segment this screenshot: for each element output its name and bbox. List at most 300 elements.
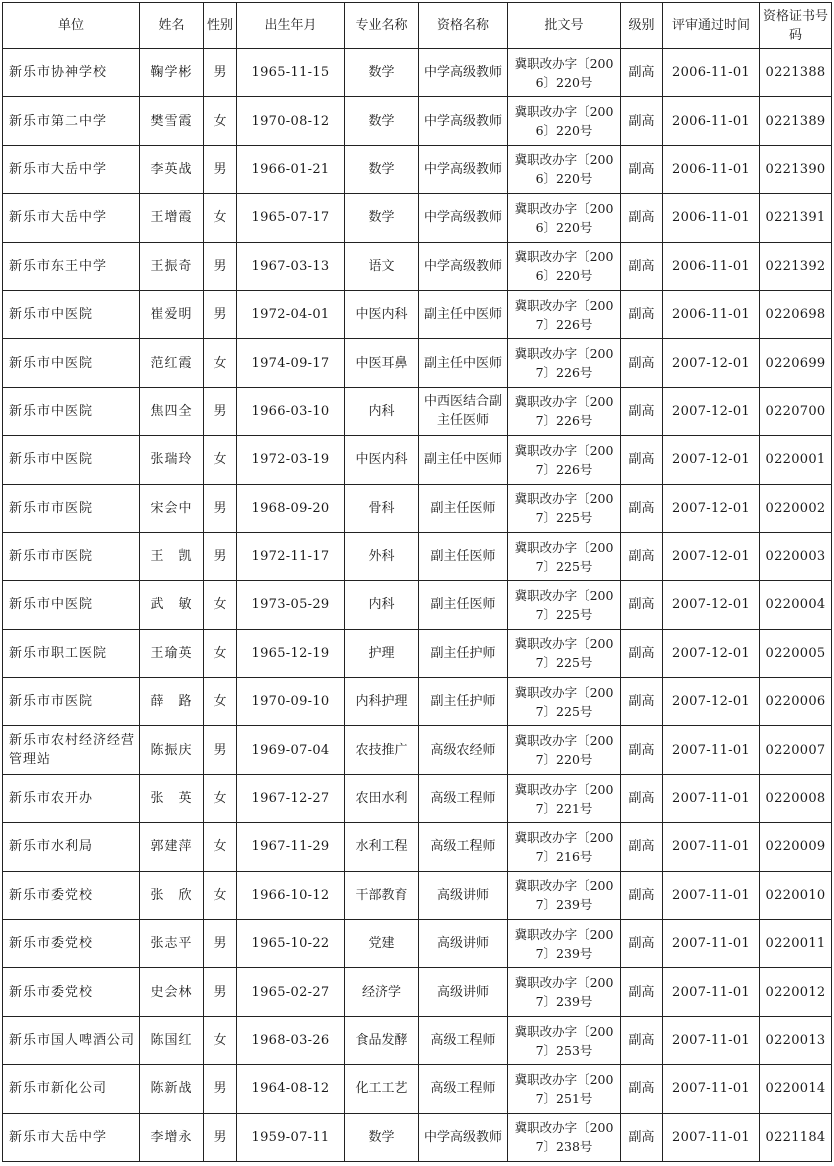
table-row (3, 920, 832, 968)
certificate-number-cell (760, 1065, 832, 1113)
certificate-number-cell (760, 145, 832, 193)
cell-text: 新乐市农村经济经营管理站 (9, 733, 136, 768)
cell-text: 2007-11-01 (672, 839, 750, 855)
cell-text: 副高 (628, 694, 655, 710)
cell-text: 副高 (628, 887, 655, 903)
approval-date-cell (663, 871, 760, 919)
birth-date-cell (237, 436, 345, 484)
cell-text: 副高 (628, 1033, 655, 1048)
gender-cell (204, 97, 237, 145)
column-header: 出生年月 (237, 3, 345, 49)
certificate-number-cell (760, 968, 832, 1016)
cell-text: 副主任护师 (430, 694, 496, 710)
document-number-cell (508, 871, 621, 919)
approval-date-cell (663, 387, 760, 435)
cell-text: 新乐市委党校 (9, 936, 94, 952)
unit-cell (3, 145, 140, 193)
qualification-cell (419, 1113, 508, 1161)
level-cell (621, 823, 663, 871)
name-cell (140, 774, 204, 822)
cell-text: 副高 (628, 597, 655, 613)
cell-text: 1967-12-27 (251, 791, 330, 807)
cell-text: 冀职改办字〔2007〕220号 (514, 733, 614, 768)
column-header: 资格名称 (419, 3, 508, 49)
table-row (3, 49, 832, 97)
approval-date-cell (663, 484, 760, 532)
level-cell (621, 436, 663, 484)
qualification-cell (419, 774, 508, 822)
cell-text: 男 (213, 65, 227, 81)
cell-text: 0220700 (765, 403, 826, 419)
cell-text: 0220005 (765, 645, 826, 661)
unit-cell (3, 484, 140, 532)
cell-text: 副高 (628, 210, 655, 226)
cell-text: 冀职改办字〔2007〕226号 (514, 394, 614, 429)
cell-text: 冀职改办字〔2007〕226号 (514, 297, 614, 332)
qualification-cell (419, 726, 508, 774)
cell-text: 0220002 (765, 500, 826, 516)
cell-text: 2007-11-01 (672, 742, 750, 758)
cell-text: 陈新战 (150, 1081, 193, 1097)
cell-text: 内科 (368, 403, 395, 419)
unit-cell (3, 387, 140, 435)
name-cell (140, 1113, 204, 1161)
gender-cell (204, 581, 237, 629)
document-number-cell (508, 387, 621, 435)
cell-text: 1974-09-17 (251, 355, 330, 371)
cell-text: 0220006 (765, 694, 826, 710)
approval-date-cell (663, 1016, 760, 1064)
qualification-cell (419, 678, 508, 726)
cell-text: 中学高级教师 (423, 113, 502, 129)
major-cell (345, 629, 419, 677)
cell-text: 新乐市国人啤酒公司 (9, 1033, 136, 1048)
document-number-cell (508, 823, 621, 871)
cell-text: 女 (213, 113, 227, 129)
cell-text: 副高 (628, 742, 655, 758)
birth-date-cell (237, 484, 345, 532)
cell-text: 冀职改办字〔2007〕239号 (514, 878, 614, 913)
major-cell (345, 920, 419, 968)
cell-text: 中医内科 (355, 452, 408, 468)
gender-cell (204, 387, 237, 435)
cell-text: 新乐市第二中学 (9, 113, 108, 129)
cell-text: 1964-08-12 (251, 1081, 330, 1097)
cell-text: 副高 (628, 936, 655, 952)
cell-text: 高级农经师 (430, 742, 496, 758)
cell-text: 王振奇 (150, 258, 193, 274)
cell-text: 1959-07-11 (251, 1129, 330, 1145)
birth-date-cell (237, 1113, 345, 1161)
qualification-cell (419, 581, 508, 629)
qualification-cell (419, 97, 508, 145)
cell-text: 高级工程师 (430, 1033, 496, 1048)
cell-text: 冀职改办字〔2007〕239号 (514, 926, 614, 961)
table-row (3, 1113, 832, 1161)
document-number-cell (508, 726, 621, 774)
unit-cell (3, 436, 140, 484)
cell-text: 冀职改办字〔2007〕225号 (514, 636, 614, 671)
cell-text: 0220013 (765, 1033, 826, 1048)
cell-text: 王瑜英 (150, 645, 193, 661)
table-row (3, 629, 832, 677)
level-cell (621, 484, 663, 532)
document-number-cell (508, 920, 621, 968)
cell-text: 张瑞玲 (150, 452, 193, 468)
level-cell (621, 629, 663, 677)
birth-date-cell (237, 145, 345, 193)
cell-text: 中医耳鼻 (355, 355, 408, 371)
level-cell (621, 920, 663, 968)
cell-text: 副主任中医师 (423, 452, 502, 468)
cell-text: 2007-11-01 (672, 984, 750, 1000)
certificate-number-cell (760, 242, 832, 290)
birth-date-cell (237, 726, 345, 774)
cell-text: 2007-11-01 (672, 1033, 750, 1048)
cell-text: 副高 (628, 258, 655, 274)
cell-text: 2007-11-01 (672, 1081, 750, 1097)
name-cell (140, 339, 204, 387)
cell-text: 男 (213, 742, 227, 758)
cell-text: 中学高级教师 (423, 65, 502, 81)
name-cell (140, 823, 204, 871)
certificate-number-cell (760, 436, 832, 484)
cell-text: 郭建萍 (150, 839, 193, 855)
cell-text: 冀职改办字〔2007〕239号 (514, 975, 614, 1010)
birth-date-cell (237, 581, 345, 629)
table-row (3, 339, 832, 387)
cell-text: 副高 (628, 355, 655, 371)
document-number-cell (508, 774, 621, 822)
cell-text: 2007-12-01 (672, 452, 750, 468)
cell-text: 1973-05-29 (251, 597, 330, 613)
cell-text: 陈振庆 (150, 742, 193, 758)
certificate-number-cell (760, 871, 832, 919)
unit-cell (3, 242, 140, 290)
document-number-cell (508, 290, 621, 338)
cell-text: 高级工程师 (430, 1081, 496, 1097)
certificate-number-cell (760, 1113, 832, 1161)
cell-text: 新乐市大岳中学 (9, 1129, 108, 1145)
document-number-cell (508, 49, 621, 97)
column-header: 单位 (3, 3, 140, 49)
birth-date-cell (237, 387, 345, 435)
gender-cell (204, 629, 237, 677)
level-cell (621, 145, 663, 193)
cell-text: 王增霞 (150, 210, 193, 226)
document-number-cell (508, 339, 621, 387)
approval-date-cell (663, 145, 760, 193)
cell-text: 1972-11-17 (251, 549, 330, 565)
cell-text: 经济学 (361, 984, 401, 1000)
document-number-cell (508, 581, 621, 629)
qualification-table (2, 2, 832, 1162)
cell-text: 新乐市市医院 (9, 500, 94, 516)
cell-text: 1972-03-19 (251, 452, 330, 468)
cell-text: 2007-12-01 (672, 645, 750, 661)
cell-text: 副主任医师 (430, 549, 496, 565)
certificate-number-cell (760, 581, 832, 629)
cell-text: 1966-01-21 (251, 161, 330, 177)
name-cell (140, 581, 204, 629)
major-cell (345, 1113, 419, 1161)
cell-text: 新乐市农开办 (9, 791, 94, 807)
cell-text: 1965-02-27 (251, 984, 330, 1000)
cell-text: 中学高级教师 (423, 161, 502, 177)
name-cell (140, 1016, 204, 1064)
cell-text: 内科 (368, 597, 395, 613)
cell-text: 1967-11-29 (251, 839, 330, 855)
cell-text: 新乐市水利局 (9, 839, 94, 855)
major-cell (345, 484, 419, 532)
approval-date-cell (663, 823, 760, 871)
cell-text: 数学 (368, 161, 395, 177)
document-number-cell (508, 629, 621, 677)
unit-cell (3, 1016, 140, 1064)
gender-cell (204, 194, 237, 242)
gender-cell (204, 242, 237, 290)
cell-text: 0220003 (765, 549, 826, 565)
cell-text: 冀职改办字〔2007〕225号 (514, 539, 614, 574)
cell-text: 女 (213, 355, 227, 371)
level-cell (621, 1065, 663, 1113)
document-number-cell (508, 678, 621, 726)
approval-date-cell (663, 629, 760, 677)
cell-text: 女 (213, 791, 227, 807)
cell-text: 1968-09-20 (251, 500, 330, 516)
qualification-cell (419, 968, 508, 1016)
cell-text: 鞠学彬 (150, 65, 193, 81)
cell-text: 高级工程师 (430, 839, 496, 855)
cell-text: 中学高级教师 (423, 1129, 502, 1145)
birth-date-cell (237, 49, 345, 97)
qualification-cell (419, 194, 508, 242)
name-cell (140, 920, 204, 968)
qualification-cell (419, 49, 508, 97)
cell-text: 副主任中医师 (423, 355, 502, 371)
cell-text: 副高 (628, 984, 655, 1000)
table-row (3, 871, 832, 919)
cell-text: 0220009 (765, 839, 826, 855)
table-row (3, 194, 832, 242)
cell-text: 中医内科 (355, 307, 408, 323)
cell-text: 冀职改办字〔2007〕225号 (514, 491, 614, 526)
name-cell (140, 968, 204, 1016)
cell-text: 0220011 (765, 936, 826, 952)
cell-text: 2006-11-01 (672, 161, 750, 177)
birth-date-cell (237, 339, 345, 387)
major-cell (345, 678, 419, 726)
cell-text: 新乐市中医院 (9, 355, 94, 371)
qualification-cell (419, 242, 508, 290)
cell-text: 2007-12-01 (672, 355, 750, 371)
major-cell (345, 145, 419, 193)
cell-text: 女 (213, 839, 227, 855)
level-cell (621, 678, 663, 726)
level-cell (621, 290, 663, 338)
cell-text: 高级讲师 (436, 936, 489, 952)
unit-cell (3, 194, 140, 242)
cell-text: 男 (213, 1129, 227, 1145)
approval-date-cell (663, 1065, 760, 1113)
cell-text: 男 (213, 1081, 227, 1097)
cell-text: 副主任中医师 (423, 307, 502, 323)
unit-cell (3, 678, 140, 726)
gender-cell (204, 968, 237, 1016)
unit-cell (3, 339, 140, 387)
cell-text: 数学 (368, 1129, 395, 1145)
certificate-number-cell (760, 774, 832, 822)
cell-text: 副主任护师 (430, 645, 496, 661)
cell-text: 冀职改办字〔2006〕220号 (514, 200, 614, 235)
cell-text: 农田水利 (355, 791, 408, 807)
cell-text: 2007-11-01 (672, 1129, 750, 1145)
document-number-cell (508, 532, 621, 580)
approval-date-cell (663, 532, 760, 580)
cell-text: 0221390 (765, 161, 826, 177)
level-cell (621, 387, 663, 435)
major-cell (345, 436, 419, 484)
cell-text: 新乐市市医院 (9, 694, 94, 710)
gender-cell (204, 871, 237, 919)
cell-text: 副高 (628, 403, 655, 419)
header-row (3, 3, 832, 49)
gender-cell (204, 774, 237, 822)
qualification-cell (419, 823, 508, 871)
gender-cell (204, 1016, 237, 1064)
cell-text: 2006-11-01 (672, 307, 750, 323)
approval-date-cell (663, 290, 760, 338)
major-cell (345, 1065, 419, 1113)
table-row (3, 678, 832, 726)
qualification-cell (419, 532, 508, 580)
certificate-number-cell (760, 49, 832, 97)
level-cell (621, 871, 663, 919)
major-cell (345, 968, 419, 1016)
unit-cell (3, 1065, 140, 1113)
cell-text: 化工工艺 (355, 1081, 408, 1097)
birth-date-cell (237, 920, 345, 968)
cell-text: 外科 (368, 549, 395, 565)
cell-text: 樊雪霞 (150, 113, 193, 129)
cell-text: 武 敏 (150, 597, 193, 613)
unit-cell (3, 726, 140, 774)
cell-text: 0220008 (765, 791, 826, 807)
approval-date-cell (663, 339, 760, 387)
cell-text: 2006-11-01 (672, 113, 750, 129)
qualification-cell (419, 290, 508, 338)
cell-text: 张 英 (150, 791, 193, 807)
cell-text: 男 (213, 307, 227, 323)
cell-text: 冀职改办字〔2007〕253号 (514, 1023, 614, 1058)
name-cell (140, 194, 204, 242)
unit-cell (3, 290, 140, 338)
name-cell (140, 726, 204, 774)
cell-text: 党建 (368, 936, 395, 952)
cell-text: 数学 (368, 65, 395, 81)
cell-text: 0220698 (765, 307, 826, 323)
qualification-cell (419, 436, 508, 484)
cell-text: 新乐市中医院 (9, 307, 94, 323)
cell-text: 1969-07-04 (251, 742, 330, 758)
cell-text: 宋会中 (150, 500, 193, 516)
document-number-cell (508, 1016, 621, 1064)
cell-text: 女 (213, 694, 227, 710)
unit-cell (3, 968, 140, 1016)
birth-date-cell (237, 194, 345, 242)
cell-text: 0220007 (765, 742, 826, 758)
cell-text: 新乐市东王中学 (9, 258, 108, 274)
cell-text: 新乐市市医院 (9, 549, 94, 565)
birth-date-cell (237, 242, 345, 290)
cell-text: 男 (213, 936, 227, 952)
approval-date-cell (663, 968, 760, 1016)
cell-text: 男 (213, 258, 227, 274)
birth-date-cell (237, 1065, 345, 1113)
cell-text: 0220010 (765, 887, 826, 903)
name-cell (140, 436, 204, 484)
cell-text: 冀职改办字〔2006〕220号 (514, 55, 614, 90)
birth-date-cell (237, 97, 345, 145)
approval-date-cell (663, 581, 760, 629)
major-cell (345, 290, 419, 338)
column-header: 性别 (204, 3, 237, 49)
table-row (3, 1065, 832, 1113)
document-number-cell (508, 145, 621, 193)
cell-text: 1965-12-19 (251, 645, 330, 661)
cell-text: 男 (213, 403, 227, 419)
level-cell (621, 532, 663, 580)
cell-text: 焦四全 (150, 403, 193, 419)
table-row (3, 581, 832, 629)
name-cell (140, 871, 204, 919)
birth-date-cell (237, 629, 345, 677)
cell-text: 0221389 (765, 113, 826, 129)
cell-text: 女 (213, 452, 227, 468)
cell-text: 水利工程 (355, 839, 408, 855)
cell-text: 史会林 (150, 984, 193, 1000)
level-cell (621, 97, 663, 145)
cell-text: 李增永 (150, 1129, 193, 1145)
qualification-cell (419, 1065, 508, 1113)
birth-date-cell (237, 774, 345, 822)
cell-text: 女 (213, 210, 227, 226)
cell-text: 高级讲师 (436, 887, 489, 903)
cell-text: 1968-03-26 (251, 1033, 330, 1048)
approval-date-cell (663, 774, 760, 822)
cell-text: 中学高级教师 (423, 258, 502, 274)
cell-text: 2007-12-01 (672, 403, 750, 419)
table-body (3, 49, 832, 1162)
approval-date-cell (663, 49, 760, 97)
gender-cell (204, 823, 237, 871)
document-number-cell (508, 242, 621, 290)
cell-text: 崔爱明 (150, 307, 193, 323)
qualification-cell (419, 871, 508, 919)
cell-text: 中西医结合副主任医师 (423, 394, 502, 429)
certificate-number-cell (760, 920, 832, 968)
cell-text: 0221392 (765, 258, 826, 274)
cell-text: 副高 (628, 307, 655, 323)
document-number-cell (508, 436, 621, 484)
name-cell (140, 629, 204, 677)
cell-text: 1967-03-13 (251, 258, 330, 274)
cell-text: 1970-08-12 (251, 113, 330, 129)
cell-text: 2007-12-01 (672, 549, 750, 565)
name-cell (140, 290, 204, 338)
cell-text: 0221184 (765, 1129, 826, 1145)
table-row (3, 290, 832, 338)
